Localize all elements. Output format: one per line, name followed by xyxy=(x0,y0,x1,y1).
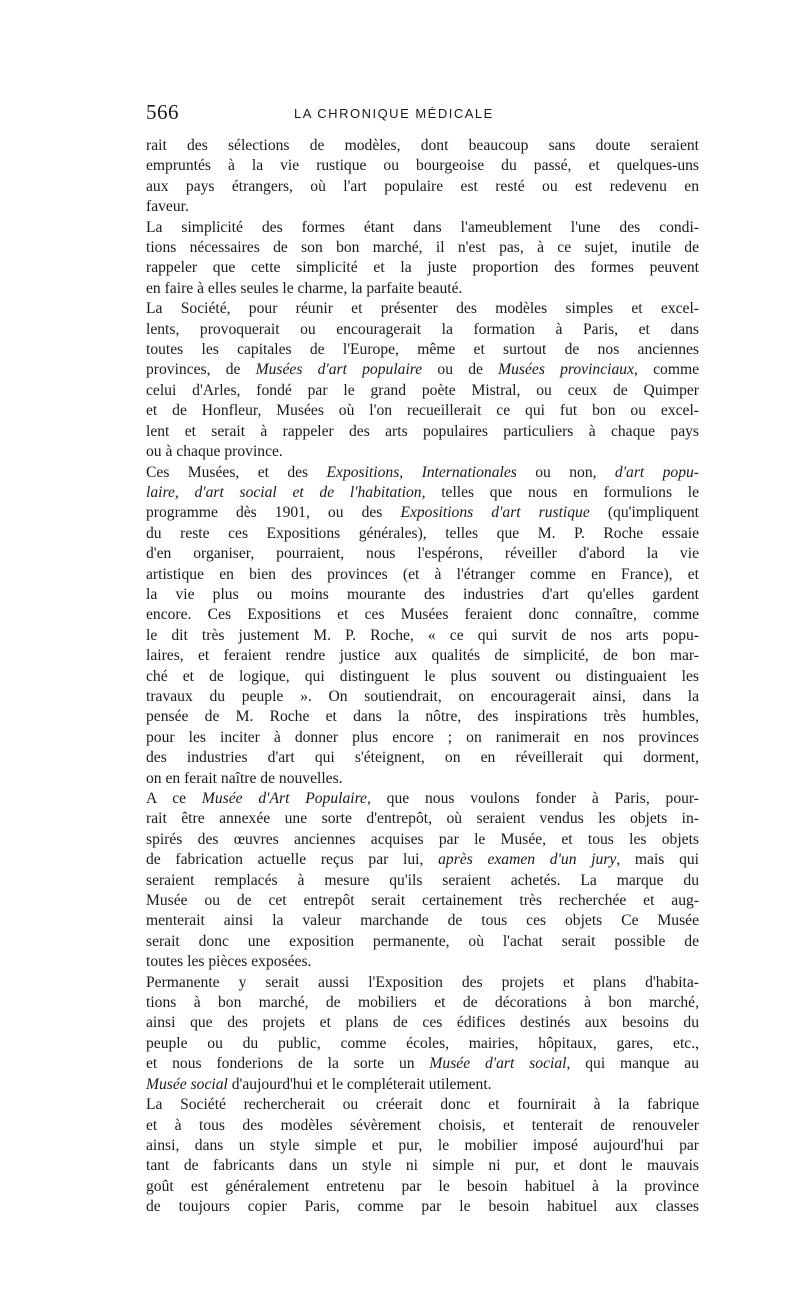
text-segment: et à tous des modèles sévèrement choisis, et tenterait de renouveler xyxy=(146,1116,699,1134)
text-line xyxy=(146,1013,699,1033)
body-text xyxy=(146,136,699,1218)
text-line xyxy=(146,340,699,360)
text-segment: en faire à elles seules le charme, la parfaite beauté. xyxy=(146,279,463,297)
text-line xyxy=(146,320,699,340)
running-title: LA CHRONIQUE MÉDICALE xyxy=(294,106,494,121)
italic-text: laire, d'art social et de l'habitation, xyxy=(146,483,426,501)
text-segment: La Société rechercherait ou créerait donc et fournirait à la fabrique xyxy=(146,1096,699,1114)
text-segment: travaux du peuple ». On soutiendrait, on encouragerait ainsi, dans la xyxy=(146,687,699,705)
text-line xyxy=(146,524,699,544)
text-line xyxy=(146,973,699,993)
italic-text: après examen d'un jury xyxy=(438,851,617,869)
text-line xyxy=(146,1156,699,1176)
text-segment: et nous fonderions de la sorte un xyxy=(146,1055,430,1073)
text-segment: encore. Ces Expositions et ces Musées feraient donc connaître, comme xyxy=(146,606,699,624)
text-segment: la vie plus ou moins mourante des industries d'art qu'elles gardent xyxy=(146,585,699,603)
text-line xyxy=(146,646,699,666)
text-segment: toutes les pièces exposées. xyxy=(146,953,312,971)
text-line xyxy=(146,381,699,401)
text-line xyxy=(146,565,699,585)
text-line xyxy=(146,728,699,748)
text-line xyxy=(146,932,699,952)
text-line xyxy=(146,1054,699,1074)
text-segment: toutes les capitales de l'Europe, même et surtout de nos anciennes xyxy=(146,341,699,359)
text-segment: (qu'impliquent xyxy=(589,504,700,522)
text-line xyxy=(146,769,699,789)
text-segment: , qui manque au xyxy=(566,1055,699,1073)
text-segment: laires, et feraient rendre justice aux qualités de simplicité, de bon mar- xyxy=(146,647,699,665)
text-segment: ainsi que des projets et plans de ces édifices destinés aux besoins du xyxy=(146,1014,699,1032)
text-segment: pensée de M. Roche et dans la nôtre, des inspirations très humbles, xyxy=(146,708,699,726)
text-segment: rait être annexée une sorte d'entrepôt, où seraient vendus les objets in- xyxy=(146,810,699,828)
text-segment: empruntés à la vie rustique ou bourgeoise du passé, et quelques-uns xyxy=(146,157,699,175)
page-number: 566 xyxy=(146,100,179,124)
text-line xyxy=(146,1197,699,1217)
text-segment: peuple ou du public, comme écoles, mairies, hôpitaux, gares, etc., xyxy=(146,1034,699,1052)
text-line xyxy=(146,585,699,605)
text-segment: tions nécessaires de son bon marché, il n'est pas, à ce sujet, inutile de xyxy=(146,239,699,257)
text-segment: provinces, de xyxy=(146,361,256,379)
italic-text: Musée social xyxy=(146,1075,228,1093)
text-segment: artistique en bien des provinces (et à l'étranger comme en France), et xyxy=(146,565,699,583)
text-line xyxy=(146,871,699,891)
text-segment: du reste ces Expositions générales), telles que M. P. Roche essaie xyxy=(146,524,699,542)
text-line xyxy=(146,197,699,217)
text-segment: programme dès 1901, ou des xyxy=(146,504,401,522)
text-segment: Permanente y serait aussi l'Exposition des projets et plans d'habita- xyxy=(146,973,699,991)
text-segment: Musée ou de cet entrepôt serait certainement très recherchée et aug- xyxy=(146,892,699,910)
text-segment: ou de xyxy=(422,361,499,379)
text-line xyxy=(146,1034,699,1054)
text-segment: le dit très justement M. P. Roche, « ce qui survit de nos arts popu- xyxy=(146,626,699,644)
text-line xyxy=(146,1095,699,1115)
text-segment: Ces Musées, et des xyxy=(146,463,327,481)
text-line xyxy=(146,1136,699,1156)
italic-text: Musées provinciaux xyxy=(498,361,634,379)
text-segment: goût est généralement entretenu par le besoin habituel à la province xyxy=(146,1177,699,1195)
text-line xyxy=(146,667,699,687)
italic-text: Musée d'Art Populaire xyxy=(201,790,367,807)
text-line xyxy=(146,1075,699,1095)
text-line xyxy=(146,1177,699,1197)
text-line xyxy=(146,687,699,707)
text-segment: et de Honfleur, Musées où l'on recueillerait ce qui fut bon ou excel- xyxy=(146,402,699,420)
text-segment: rait des sélections de modèles, dont beaucoup sans doute seraient xyxy=(146,137,699,154)
text-line xyxy=(146,544,699,564)
text-segment: A ce xyxy=(146,790,202,807)
text-segment: , comme xyxy=(634,361,699,379)
text-segment: tions à bon marché, de mobiliers et de décorations à bon marché, xyxy=(146,994,699,1012)
text-line xyxy=(146,401,699,421)
italic-text: Musée d'art social xyxy=(429,1055,567,1073)
text-segment: seraient remplacés à mesure qu'ils seraient achetés. La marque du xyxy=(146,871,699,889)
text-line xyxy=(146,911,699,931)
text-segment: telles que nous en formulions le xyxy=(425,483,699,501)
text-line xyxy=(146,605,699,625)
italic-text: Musées d'art populaire xyxy=(255,361,423,379)
text-segment: , mais qui xyxy=(616,851,700,869)
text-segment: tant de fabricants dans un style ni simple ni pur, et dont le mauvais xyxy=(146,1157,699,1175)
text-line xyxy=(146,1116,699,1136)
text-line xyxy=(146,891,699,911)
text-segment: celui d'Arles, fondé par le grand poète Mistral, ou ceux de Quimper xyxy=(146,381,699,399)
text-line xyxy=(146,809,699,829)
text-line xyxy=(146,789,699,809)
text-segment: des industries d'art qui s'éteignent, on en réveillerait qui dorment, xyxy=(146,749,699,767)
text-segment: rappeler que cette simplicité et la juste proportion des formes peuvent xyxy=(146,259,699,277)
text-line xyxy=(146,503,699,523)
text-line xyxy=(146,279,699,299)
text-segment: ou non, xyxy=(516,463,615,481)
text-line xyxy=(146,850,699,870)
text-segment: ché et de logique, qui distinguent le plus souvent ou distinguaient les xyxy=(146,667,699,685)
page-header xyxy=(146,100,699,130)
text-segment: lents, provoquerait ou encouragerait la formation à Paris, et dans xyxy=(146,320,699,338)
text-line xyxy=(146,707,699,727)
text-segment: spirés des œuvres anciennes acquises par le Musée, et tous les objets xyxy=(146,830,699,848)
text-line xyxy=(146,258,699,278)
text-segment: de toujours copier Paris, comme par le besoin habituel aux classes xyxy=(146,1198,699,1216)
text-segment: de fabrication actuelle reçus par lui, xyxy=(146,851,439,869)
text-segment: aux pays étrangers, où l'art populaire est resté ou est redevenu en xyxy=(146,177,699,195)
text-line xyxy=(146,483,699,503)
text-line xyxy=(146,156,699,176)
text-line xyxy=(146,993,699,1013)
text-segment: La simplicité des formes étant dans l'ameublement l'une des condi- xyxy=(146,218,699,236)
text-line xyxy=(146,177,699,197)
text-line xyxy=(146,442,699,462)
text-segment: pour les inciter à donner plus encore ; on ranimerait en nos provinces xyxy=(146,728,699,746)
text-line xyxy=(146,830,699,850)
text-segment: serait donc une exposition permanente, où l'achat serait possible de xyxy=(146,932,699,950)
text-segment: on en ferait naître de nouvelles. xyxy=(146,769,343,787)
text-line xyxy=(146,463,699,483)
text-line xyxy=(146,136,699,156)
text-line xyxy=(146,952,699,972)
text-segment: lent et serait à rappeler des arts populaires particuliers à chaque pays xyxy=(146,422,699,440)
italic-text: Expositions d'art rustique xyxy=(400,504,590,522)
text-segment: , que nous voulons fonder à Paris, pour- xyxy=(366,790,699,807)
text-line xyxy=(146,748,699,768)
text-segment: d'aujourd'hui et le compléterait utilement. xyxy=(227,1075,492,1093)
text-line xyxy=(146,299,699,319)
text-segment: ou à chaque province. xyxy=(146,443,283,461)
text-line xyxy=(146,218,699,238)
text-segment: ainsi, dans un style simple et pur, le mobilier imposé aujourd'hui par xyxy=(146,1136,699,1154)
text-line xyxy=(146,360,699,380)
italic-text: d'art popu- xyxy=(614,463,700,481)
text-segment: La Société, pour réunir et présenter des modèles simples et excel- xyxy=(146,300,699,318)
text-segment: menterait ainsi la valeur marchande de tous ces objets Ce Musée xyxy=(146,912,699,930)
text-line xyxy=(146,626,699,646)
text-segment: d'en organiser, pourraient, nous l'espérons, réveiller d'abord la vie xyxy=(146,545,699,563)
italic-text: Expositions, Internationales xyxy=(326,463,517,481)
text-line xyxy=(146,238,699,258)
text-line xyxy=(146,422,699,442)
text-segment: faveur. xyxy=(146,198,189,216)
